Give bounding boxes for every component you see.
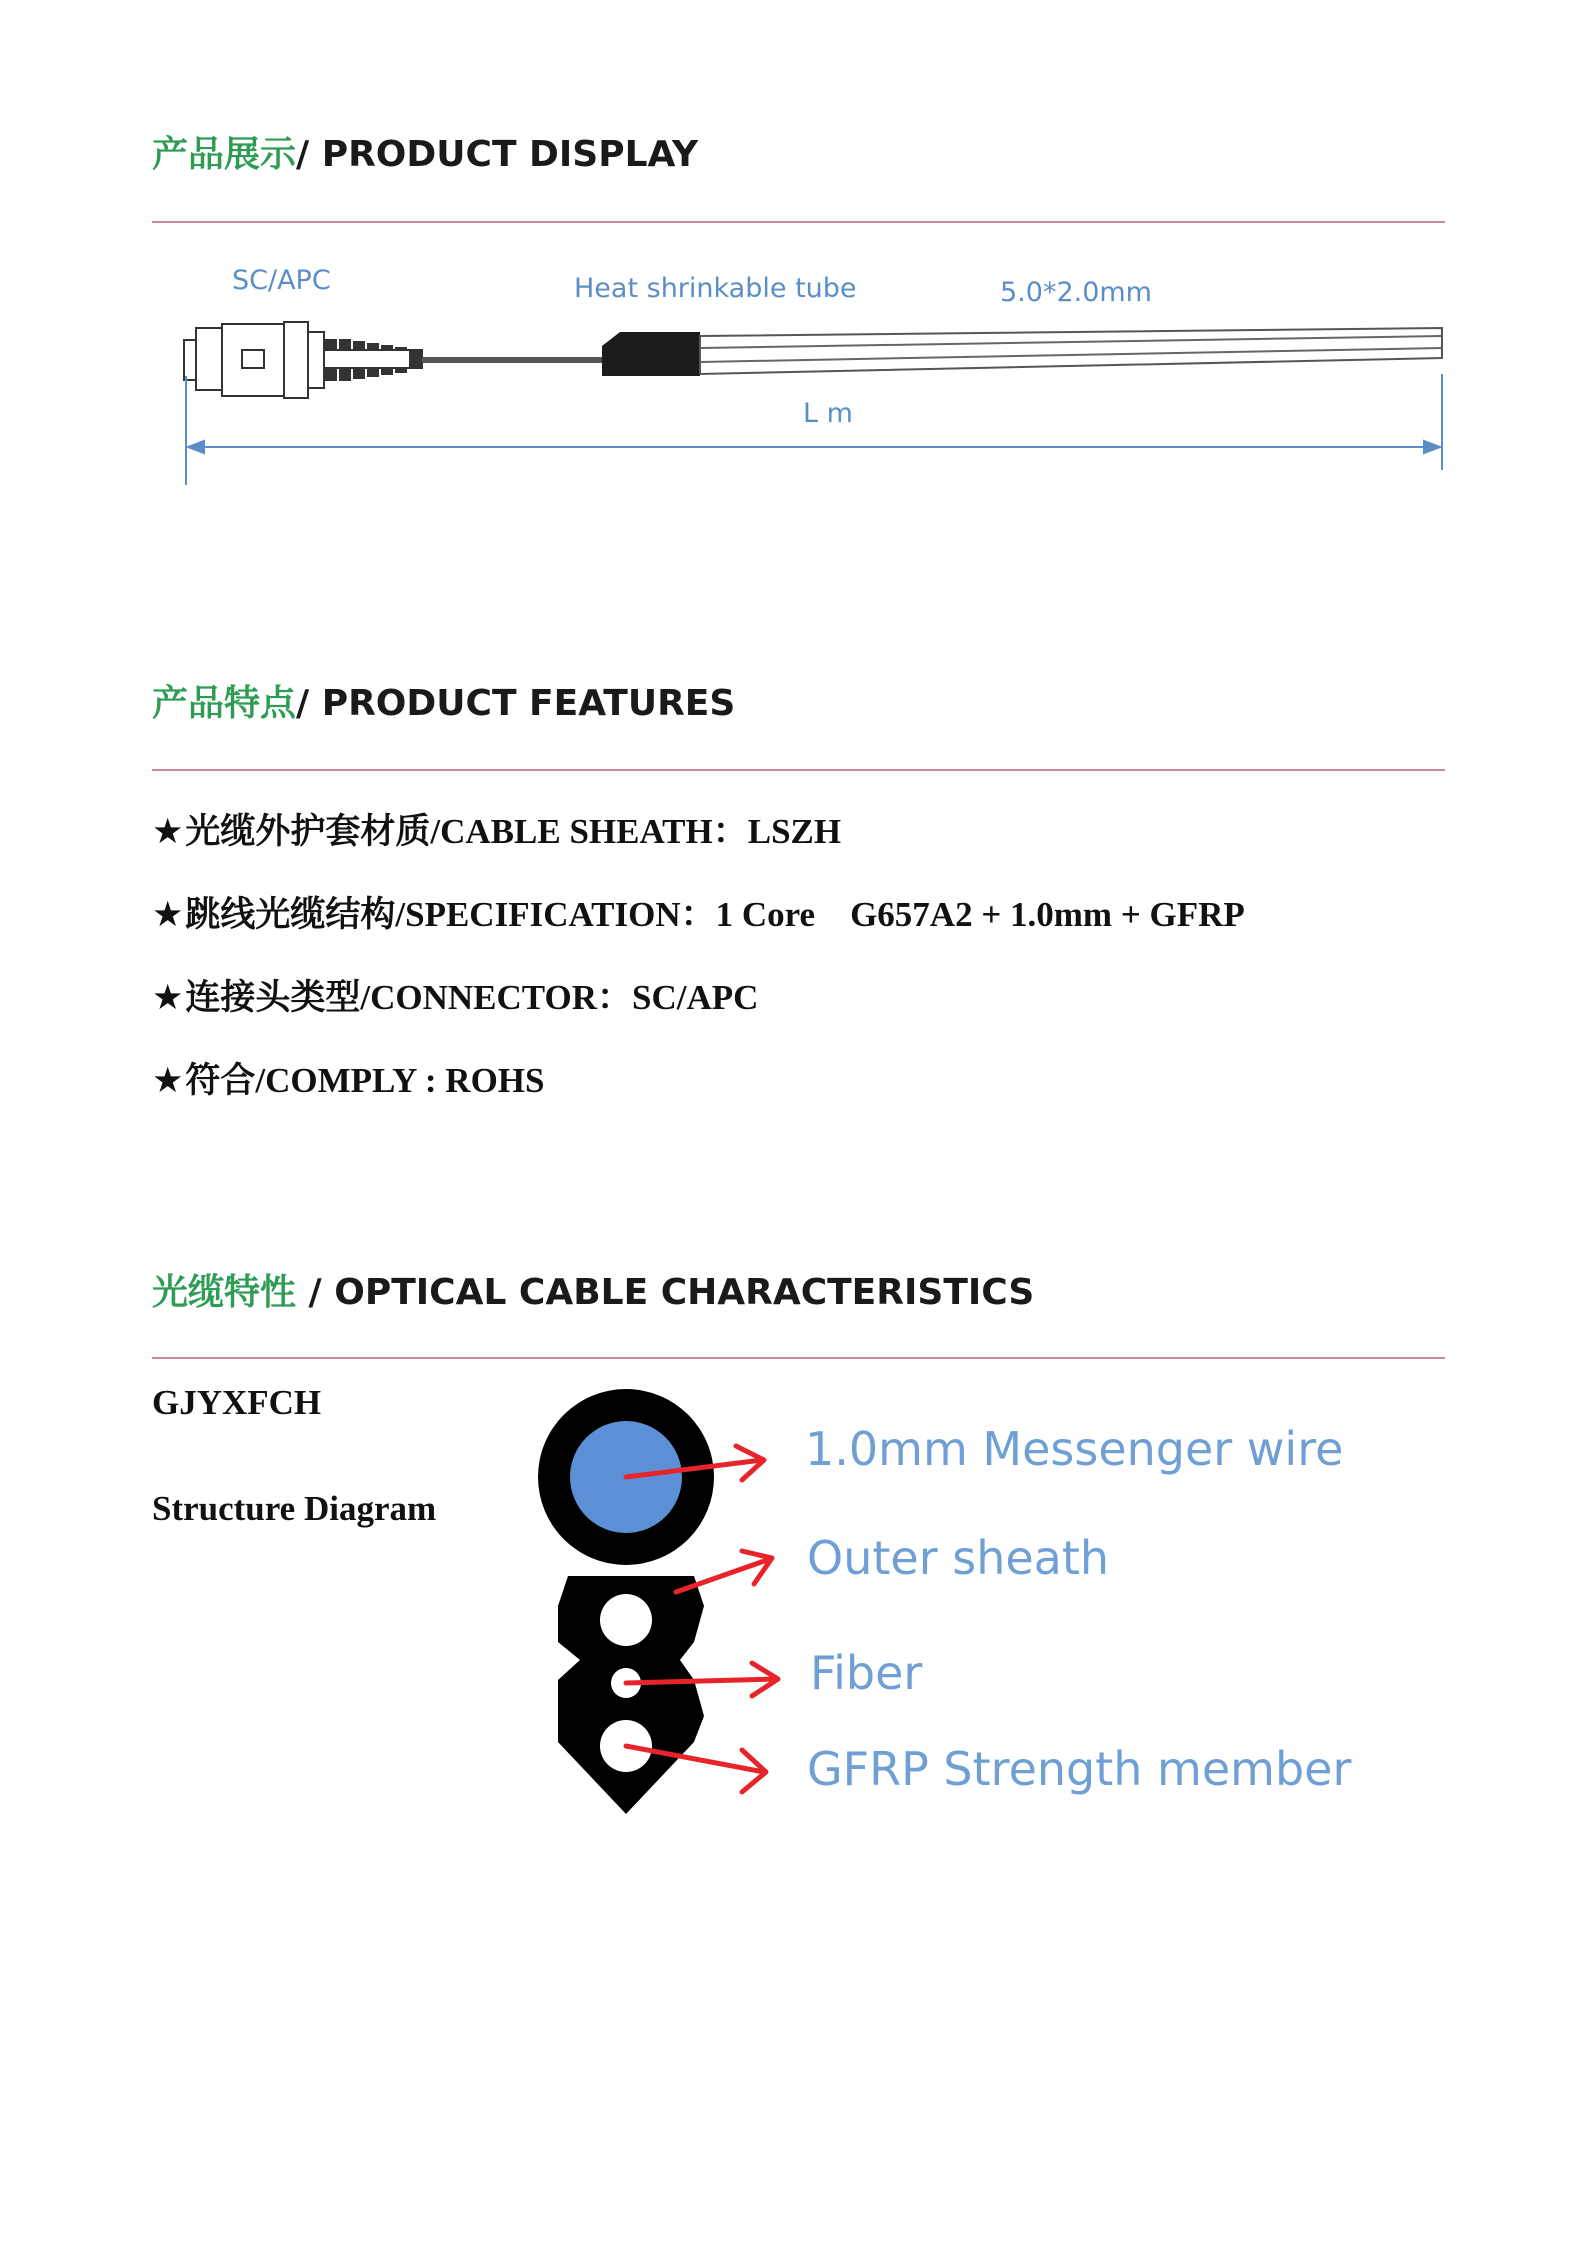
section-title-en: / OPTICAL CABLE CHARACTERISTICS: [296, 1272, 1035, 1313]
length-label: L m: [803, 398, 853, 429]
heat-shrink-tube-icon: [602, 332, 700, 376]
section-title-cn: 光缆特性: [152, 1272, 297, 1313]
feature-item: [152, 814, 841, 850]
length-dimension: [186, 374, 1442, 485]
connector-label: SC/APC: [232, 265, 331, 296]
feature-item: [152, 980, 758, 1016]
section-divider: [152, 221, 1445, 223]
gfrp-label: GFRP Strength member: [807, 1742, 1352, 1796]
section-divider: [152, 1357, 1445, 1359]
feature-text: 跳线光缆结构/SPECIFICATION：1 Core G657A2 + 1.0mm + GFRP: [185, 895, 1245, 934]
section-title-en: / PRODUCT DISPLAY: [296, 134, 699, 175]
cable-model: GJYXFCH: [152, 1383, 322, 1422]
section-title-product-display: [152, 134, 699, 175]
messenger-wire-label: 1.0mm Messenger wire: [805, 1422, 1344, 1476]
cable-drawing: [170, 250, 1460, 500]
star-icon: ★: [152, 812, 184, 852]
tube-label: Heat shrinkable tube: [574, 273, 857, 304]
feature-item: [152, 897, 1245, 933]
star-icon: ★: [152, 1061, 184, 1101]
feature-text: 符合/COMPLY : ROHS: [185, 1061, 545, 1100]
sc-connector-icon: [184, 322, 422, 398]
section-title-cn: 产品特点: [152, 683, 297, 724]
outer-sheath-label: Outer sheath: [807, 1531, 1110, 1585]
feature-item: [152, 1063, 544, 1099]
cable-cross-section-diagram: [520, 1380, 1420, 1840]
star-icon: ★: [152, 978, 184, 1018]
star-icon: ★: [152, 895, 184, 935]
section-title-optical-cable: [152, 1272, 1035, 1313]
feature-text: 连接头类型/CONNECTOR：SC/APC: [185, 978, 759, 1017]
fiber-label: Fiber: [810, 1646, 923, 1700]
feature-text: 光缆外护套材质/CABLE SHEATH：LSZH: [185, 812, 842, 851]
drop-cable-icon: [700, 328, 1442, 374]
strength-member-hole-icon: [600, 1594, 652, 1646]
section-title-product-features: [152, 683, 736, 724]
size-label: 5.0*2.0mm: [1000, 277, 1152, 308]
section-title-cn: 产品展示: [152, 134, 297, 175]
section-divider: [152, 769, 1445, 771]
structure-diagram-caption: Structure Diagram: [152, 1489, 437, 1528]
section-title-en: / PRODUCT FEATURES: [296, 683, 736, 724]
